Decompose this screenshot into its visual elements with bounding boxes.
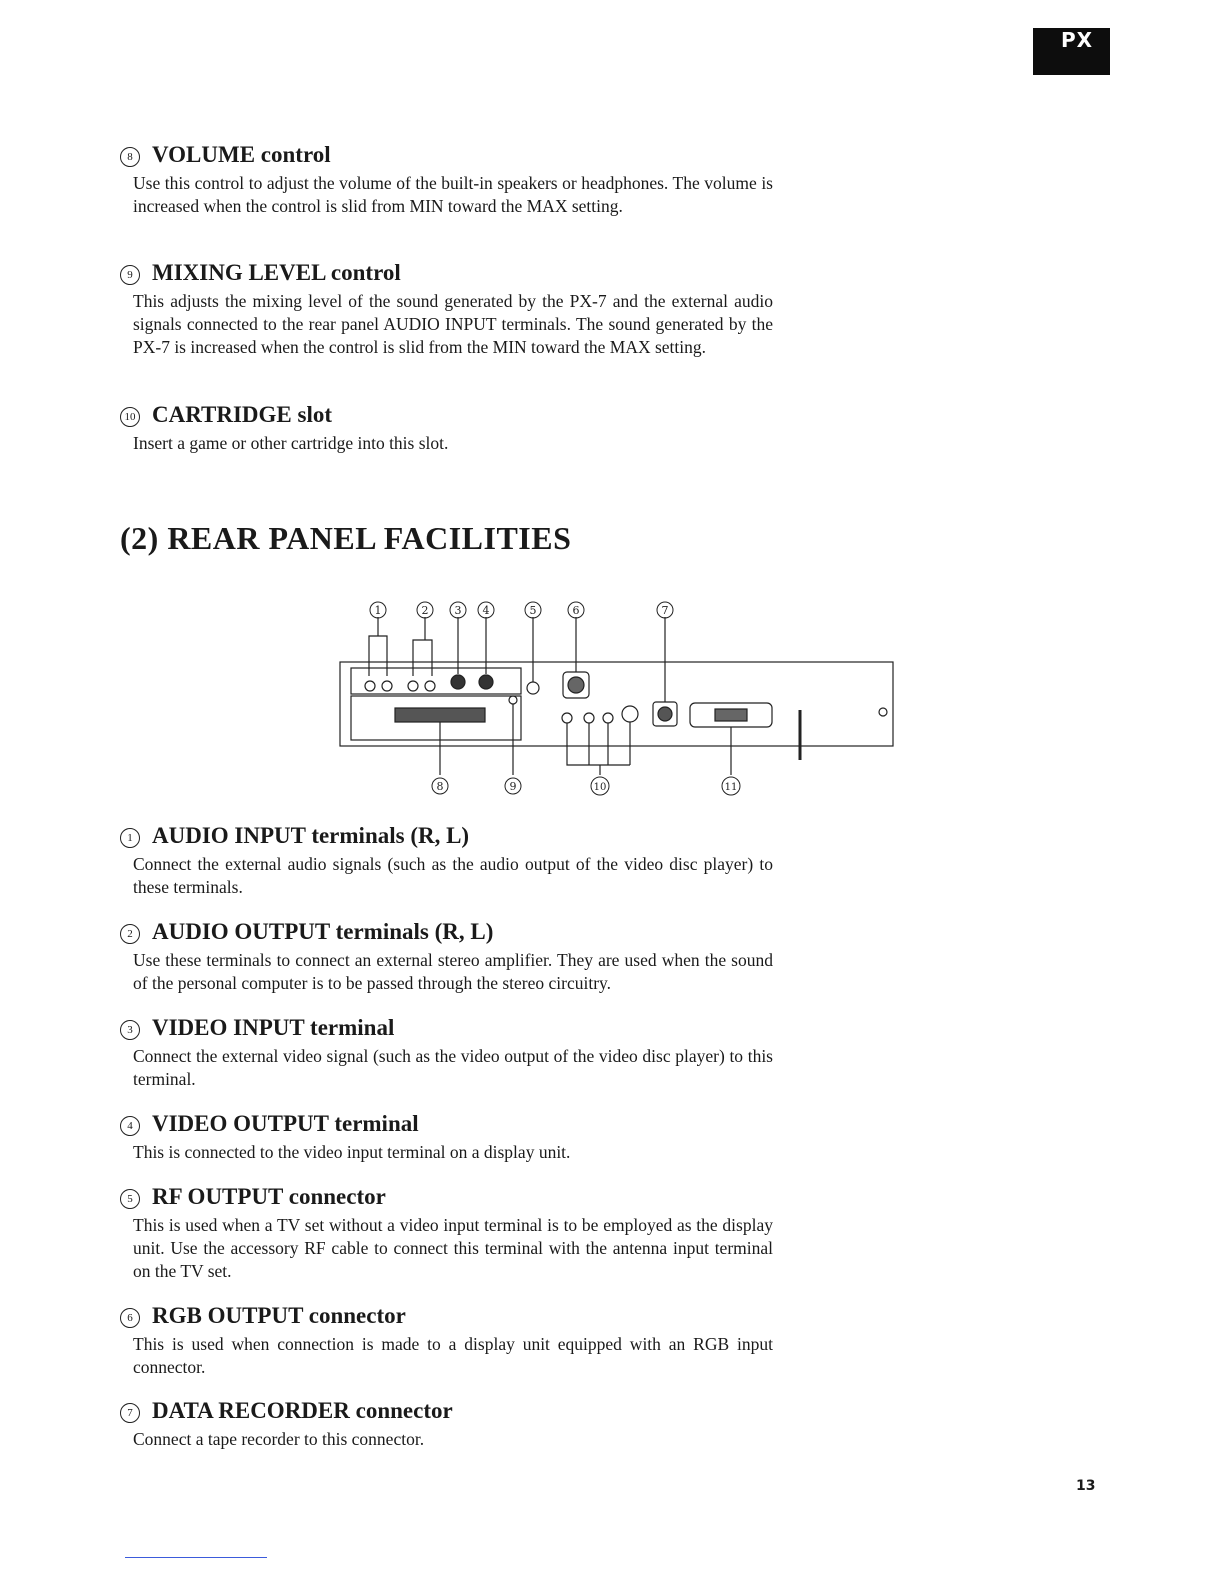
item-title: VOLUME control	[152, 142, 331, 167]
item-rgb-output	[120, 1303, 790, 1379]
item-number-badge: 2	[120, 924, 140, 944]
item-title: AUDIO OUTPUT terminals (R, L)	[152, 919, 494, 944]
section-tab-label: PX	[1061, 28, 1094, 52]
rgb-pins	[568, 677, 584, 693]
video-output-jack	[479, 675, 493, 689]
item-video-output	[120, 1111, 790, 1164]
item-title: VIDEO INPUT terminal	[152, 1015, 395, 1040]
callout-5: 5	[529, 604, 537, 617]
panel-outline	[340, 662, 893, 746]
item-title: DATA RECORDER connector	[152, 1398, 453, 1423]
item-description: Connect the external audio signals (such as the audio output of the video disc player) to these terminals.	[133, 854, 773, 897]
footer-rule	[125, 1557, 267, 1558]
item-heading	[120, 823, 790, 849]
leader-1	[369, 617, 387, 676]
item-description: Insert a game or other cartridge into this slot.	[133, 433, 449, 453]
item-description: Use this control to adjust the volume of the built-in speakers or headphones. The volume is increased when the control is slid from MIN toward the MAX setting.	[133, 173, 773, 216]
item-data-recorder	[120, 1398, 790, 1451]
audio-in-r-jack	[365, 681, 375, 691]
video-input-jack	[451, 675, 465, 689]
item-heading	[120, 260, 790, 286]
item-heading	[120, 402, 790, 428]
item-description: This adjusts the mixing level of the sound generated by the PX-7 and the external audio signals connected to the rear panel AUDIO INPUT terminals. The sound generated by the PX-7 is increased when the control is slid from the MIN toward the MAX setting.	[133, 291, 773, 357]
item-title: RF OUTPUT connector	[152, 1184, 386, 1209]
item-heading	[120, 1111, 790, 1137]
item-number-badge: 7	[120, 1403, 140, 1423]
panel-screw	[879, 708, 887, 716]
item-title: VIDEO OUTPUT terminal	[152, 1111, 419, 1136]
item-title: AUDIO INPUT terminals (R, L)	[152, 823, 470, 848]
expansion-connector-pins	[715, 709, 747, 721]
mixing-level-knob	[509, 696, 517, 704]
leader-2	[413, 617, 432, 676]
audio-jack-block	[351, 668, 521, 694]
callout-11: 11	[724, 782, 738, 793]
av-jack-2	[584, 713, 594, 723]
audio-out-l-jack	[425, 681, 435, 691]
item-description: Connect the external video signal (such as the video output of the video disc player) to this terminal.	[133, 1046, 773, 1089]
item-number-badge: 3	[120, 1020, 140, 1040]
item-audio-output	[120, 919, 790, 995]
item-title: RGB OUTPUT connector	[152, 1303, 406, 1328]
callout-10: 10	[593, 782, 607, 793]
section-tab	[1033, 28, 1110, 75]
callout-8: 8	[436, 780, 444, 793]
av-jack-1	[562, 713, 572, 723]
item-number-badge: 10	[120, 407, 140, 427]
item-number-badge: 4	[120, 1116, 140, 1136]
item-cartridge-slot	[120, 402, 790, 455]
callout-3: 3	[454, 604, 462, 617]
rear-panel-diagram	[335, 600, 905, 805]
callout-2: 2	[421, 604, 429, 617]
callout-7: 7	[661, 604, 669, 617]
item-description: Use these terminals to connect an external stereo amplifier. They are used when the sound of the personal computer is to be passed through the stereo circuitry.	[133, 950, 773, 993]
item-description: This is used when connection is made to a display unit equipped with an RGB input connector.	[133, 1334, 773, 1377]
item-audio-input	[120, 823, 790, 899]
audio-in-l-jack	[382, 681, 392, 691]
item-heading	[120, 919, 790, 945]
item-number-badge: 8	[120, 147, 140, 167]
item-heading	[120, 142, 790, 168]
item-video-input	[120, 1015, 790, 1091]
item-title: CARTRIDGE slot	[152, 402, 333, 427]
item-description: This is connected to the video input terminal on a display unit.	[133, 1142, 571, 1162]
item-rf-output	[120, 1184, 790, 1283]
callout-6: 6	[572, 604, 580, 617]
item-number-badge: 1	[120, 828, 140, 848]
callout-4: 4	[482, 604, 490, 617]
item-description: This is used when a TV set without a video input terminal is to be employed as the display unit. Use the accessory RF cable to connect this terminal with the antenna input terminal on the TV set.	[133, 1215, 773, 1281]
din-connector	[622, 706, 638, 722]
item-title: MIXING LEVEL control	[152, 260, 401, 285]
cartridge-connector	[395, 708, 485, 722]
item-description: Connect a tape recorder to this connector.	[133, 1429, 425, 1449]
item-heading	[120, 1398, 790, 1424]
item-volume-control	[120, 142, 790, 218]
section-heading: (2) REAR PANEL FACILITIES	[120, 520, 572, 556]
callout-1: 1	[374, 604, 382, 617]
item-heading	[120, 1184, 790, 1210]
leader-10	[567, 722, 630, 775]
item-heading	[120, 1015, 790, 1041]
item-number-badge: 5	[120, 1189, 140, 1209]
audio-out-r-jack	[408, 681, 418, 691]
av-jack-3	[603, 713, 613, 723]
item-number-badge: 6	[120, 1308, 140, 1328]
rf-output-connector	[527, 682, 539, 694]
item-mixing-level-control	[120, 260, 790, 359]
item-number-badge: 9	[120, 265, 140, 285]
callout-9: 9	[509, 780, 517, 793]
item-heading	[120, 1303, 790, 1329]
page-number: 13	[1076, 1478, 1096, 1494]
data-recorder-pins	[658, 707, 672, 721]
